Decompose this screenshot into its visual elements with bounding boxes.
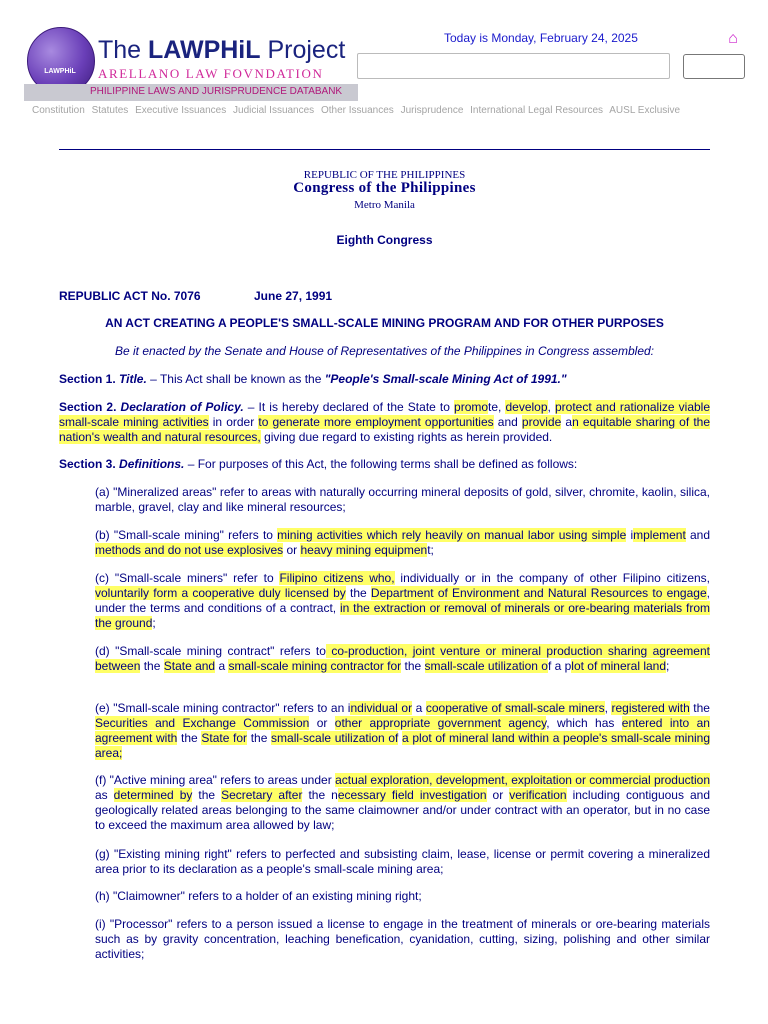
section-number: Section 3.	[59, 457, 120, 471]
highlight: Department of Environment and Natural Resources to engage	[370, 586, 707, 600]
databank-label: PHILIPPINE LAWS AND JURISPRUDENCE DATABANK	[90, 86, 343, 97]
highlight: Securities and Exchange Commission	[95, 716, 310, 730]
highlight: Secretary after	[221, 788, 303, 802]
act-number-line	[59, 289, 333, 303]
nav-other-issuances[interactable]: Other Issuances	[320, 105, 394, 116]
section-title: Definitions.	[119, 457, 185, 471]
main-nav	[32, 105, 684, 116]
act-title: AN ACT CREATING A PEOPLE'S SMALL-SCALE MINING PROGRAM AND FOR OTHER PURPOSES	[105, 316, 664, 330]
highlight: promo	[454, 400, 489, 414]
brand-suffix: Project	[260, 36, 346, 64]
section-number: Section 1.	[59, 372, 120, 386]
highlight: protect and rationalize viable small-scale mining activities	[59, 400, 711, 429]
section-1: Section 1. Title. – This Act shall be known as the "People's Small-scale Mining Act of 1991."	[59, 372, 567, 386]
highlight: small-scale utilization o	[424, 659, 548, 673]
enacting-clause: Be it enacted by the Senate and House of Representatives of the Philippines in Congress assembled:	[115, 344, 654, 358]
section-2: Section 2. Declaration of Policy. – It is hereby declared of the State to promote, develop, protect and rationalize viable small-scale mining activities in order to generate more employment opportunities and provide an equitable sharing of the nation's wealth and natural resources, giving due regard to existing rights as herein provided.	[59, 400, 711, 444]
nav-judicial-issuances[interactable]: Judicial Issuances	[233, 105, 315, 116]
databank-banner	[24, 84, 358, 101]
highlight: cooperative of small-scale miners	[425, 701, 605, 715]
brand-bold: LAWPHiL	[148, 36, 261, 64]
congress-heading: Congress of the Philippines	[293, 180, 476, 196]
highlight: entered into an agreement with	[95, 716, 710, 745]
current-date: Today is Monday, February 24, 2025	[444, 31, 638, 45]
highlight: small-scale utilization of	[271, 731, 399, 745]
act-short-title: "People's Small-scale Mining Act of 1991."	[324, 372, 567, 386]
foundation-name: ARELLANO LAW FOVNDATION	[98, 66, 324, 81]
highlight: mplement	[633, 528, 686, 542]
home-icon[interactable]: ⌂	[728, 30, 738, 47]
highlight: lot of mineral land	[571, 659, 667, 673]
highlight: methods and do not use explosives	[95, 543, 284, 557]
highlight: ecessary field investigation	[337, 788, 487, 802]
nav-constitution[interactable]: Constitution	[32, 105, 85, 116]
highlight: n equitable sharing of the nation's wealth and natural resources,	[59, 415, 710, 444]
highlight: registered with	[611, 701, 690, 715]
metro-manila: Metro Manila	[354, 199, 415, 211]
definition-i: (i) "Processor" refers to a person issued a license to engage in the treatment of minerals or ore-bearing materials such as by gravity concentration, leaching benefication, cyanidation, cutting, sizing, polishing and other similar activities;	[95, 917, 710, 961]
definition-c: (c) "Small-scale miners" refer to Filipino citizens who, individually or in the company of other Filipino citizens, voluntarily form a cooperative duly licensed by the Department of Environment and Natural Resources to engage, under the terms and conditions of a contract, in the extraction or removal of minerals or ore-bearing materials from the ground;	[95, 571, 711, 630]
highlight: voluntarily form a cooperative duly licensed by	[95, 586, 346, 600]
act-number: REPUBLIC ACT No. 7076	[59, 289, 201, 303]
highlight: small-scale mining contractor for	[228, 659, 402, 673]
highlight: a plot of mineral land within a people's small-scale mining area;	[95, 731, 711, 760]
highlight: to generate more employment opportunities	[258, 415, 494, 429]
highlight: verification	[509, 788, 567, 802]
highlight: in the extraction or removal of minerals or ore-bearing materials from the ground	[95, 601, 711, 630]
seal-logo-text: LAWPHiL	[44, 68, 76, 75]
highlight: State for	[201, 731, 248, 745]
nav-international-legal-resources[interactable]: International Legal Resources	[470, 105, 604, 116]
brand-title[interactable]	[98, 36, 345, 64]
highlight: develop	[505, 400, 548, 414]
congress-number: Eighth Congress	[336, 233, 433, 247]
section-3: Section 3. Definitions. – For purposes of this Act, the following terms shall be defined as follows:	[59, 457, 578, 471]
brand-prefix: The	[98, 36, 149, 64]
definition-a: (a) "Mineralized areas" refer to areas with naturally occurring mineral deposits of gold, silver, chromite, kaolin, silica, marble, gravel, clay and like mineral resources;	[95, 485, 710, 514]
definition-h: (h) "Claimowner" refers to a holder of an existing mining right;	[95, 889, 422, 903]
act-date: June 27, 1991	[254, 289, 333, 303]
nav-executive-issuances[interactable]: Executive Issuances	[135, 105, 227, 116]
highlight: heavy mining equipmen	[300, 543, 428, 557]
highlight: determined by	[113, 788, 193, 802]
republic-heading: REPUBLIC OF THE PHILIPPINES	[303, 169, 466, 181]
section-number: Section 2.	[59, 400, 121, 414]
definition-e: (e) "Small-scale mining contractor" refers to an individual or a cooperative of small-scale miners, registered with the Securities and Exchange Commission or other appropriate government agency, which has entered into an agreement with the State for the small-scale utilization of a plot of mineral land within a people's small-scale mining area;	[95, 701, 711, 760]
highlight: mining activities which rely heavily on manual labor using simple	[277, 528, 627, 542]
definition-f: (f) "Active mining area" refers to areas under actual exploration, development, exploitation or commercial production as determined by the Secretary after the necessary field investigation or verification including contiguous and geologically related areas belonging to the same claimowner and/or under contract with an operator, but in no case to exceed the maximum area allowed by law;	[95, 773, 711, 832]
highlight: other appropriate government agency	[334, 716, 547, 730]
nav-statutes[interactable]: Statutes	[91, 105, 129, 116]
section-title: Title.	[119, 372, 147, 386]
highlight: co-production, joint venture or mineral production sharing agreement between	[95, 644, 710, 673]
highlight: Filipino citizens who,	[279, 571, 395, 585]
highlight: State and	[163, 659, 216, 673]
search-button[interactable]	[683, 54, 745, 79]
highlight: ndividual or	[350, 701, 413, 715]
definition-b: (b) "Small-scale mining" refers to mining activities which rely heavily on manual labor using simple implement and methods and do not use explosives or heavy mining equipment;	[95, 528, 711, 557]
highlight: actual exploration, development, exploitation or commercial production	[335, 773, 711, 787]
search-input[interactable]	[357, 53, 670, 79]
nav-jurisprudence[interactable]: Jurisprudence	[400, 105, 464, 116]
definition-g: (g) "Existing mining right" refers to perfected and subsisting claim, lease, license or permit covering a mineralized area prior to its declaration as a people's small-scale mining area;	[95, 847, 710, 876]
section-title: Declaration of Policy.	[120, 400, 244, 414]
definition-d: (d) "Small-scale mining contract" refers to co-production, joint venture or mineral production sharing agreement between the State and a small-scale mining contractor for the small-scale utilization of a plot of mineral land;	[95, 644, 710, 673]
nav-ausl-exclusive[interactable]: AUSL Exclusive	[609, 105, 681, 116]
header-divider	[59, 149, 710, 150]
highlight: provide	[521, 415, 562, 429]
